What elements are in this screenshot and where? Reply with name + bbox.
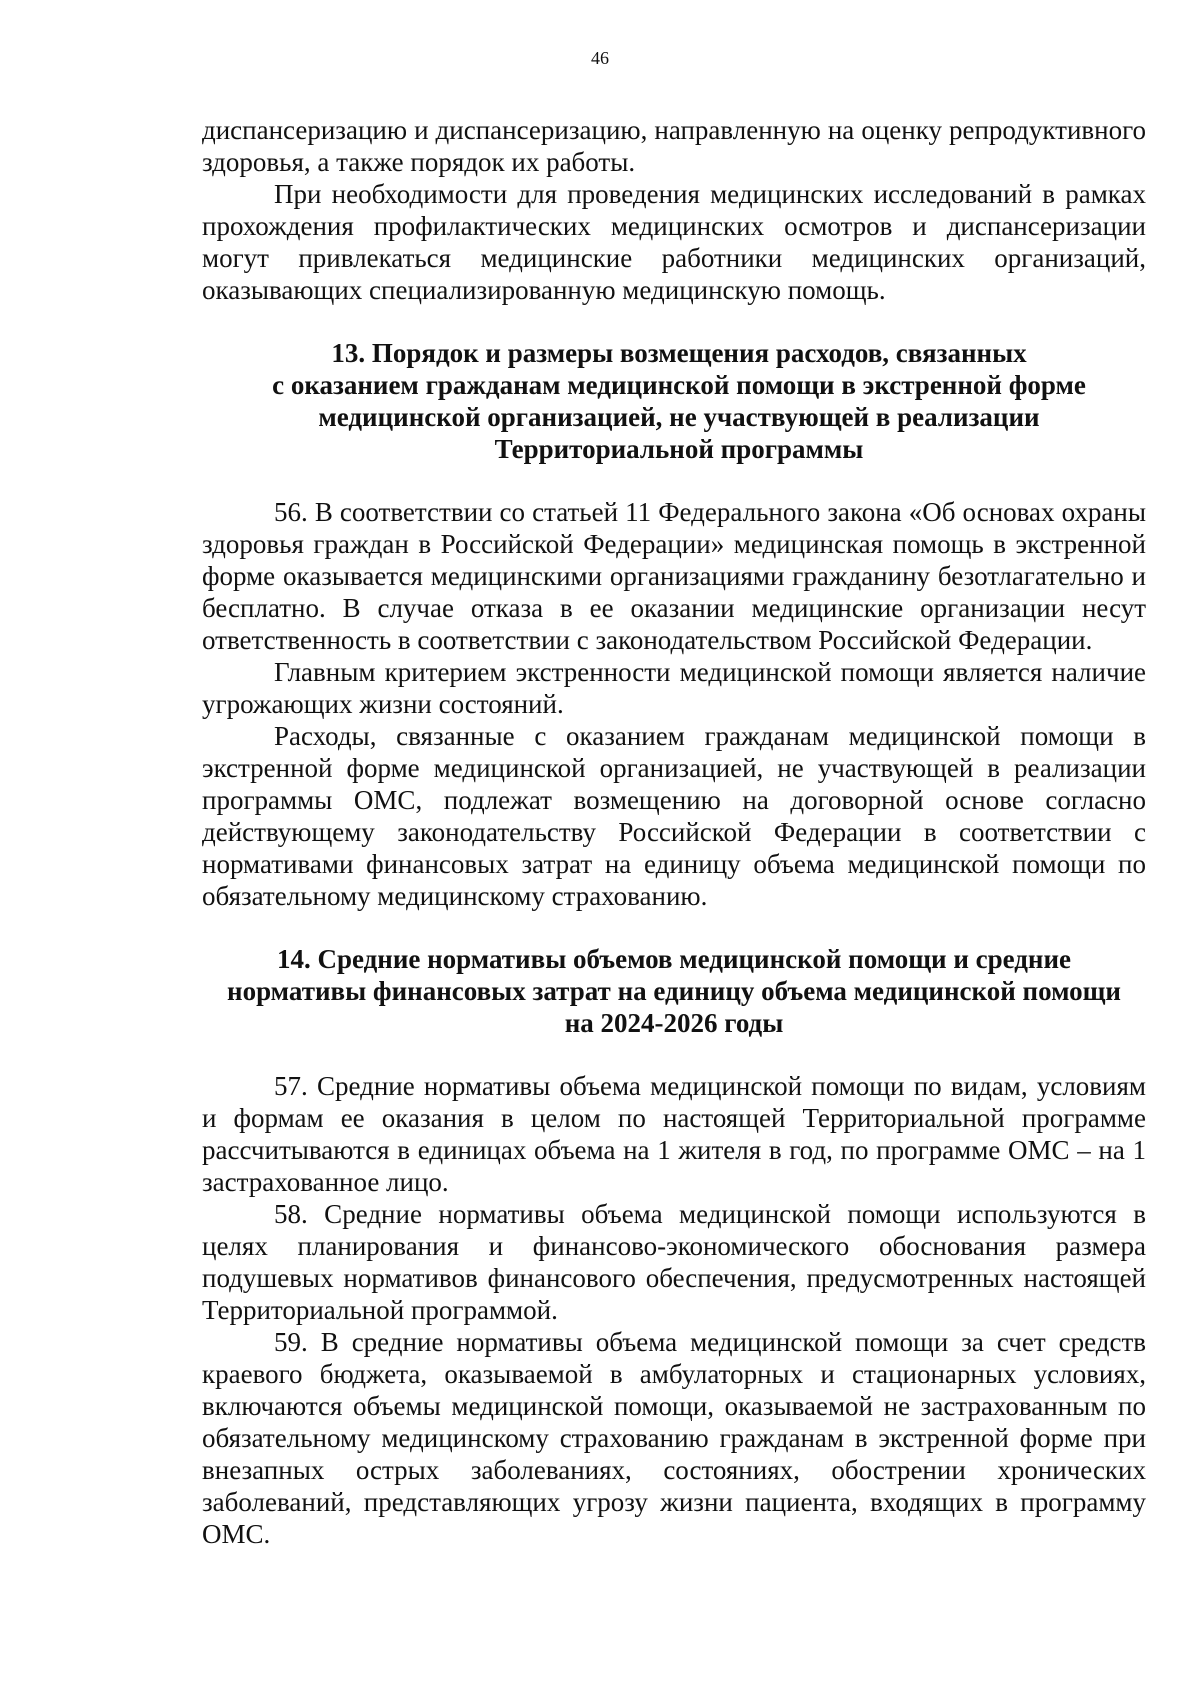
heading-line: 13. Порядок и размеры возмещения расходов, связанных bbox=[331, 338, 1027, 368]
page-number: 46 bbox=[591, 48, 609, 68]
heading-line: с оказанием гражданам медицинской помощи в экстренной форме bbox=[272, 370, 1086, 400]
paragraph-56: 56. В соответствии со статьей 11 Федерального закона «Об основах охраны здоровья граждан в Российской Федерации» медицинская помощь в экстренной форме оказывается медицинскими организациями гражданину безотлагательно и бесплатно. В случае отказа в ее оказании медицинские организации несут ответственность в соответствии с законодательством Российской Федерации. bbox=[202, 497, 1146, 655]
paragraph-57: 57. Средние нормативы объема медицинской помощи по видам, условиям и формам ее оказания в целом по настоящей Территориальной программе рассчитываются в единицах объема на 1 жителя в год, по программе ОМС – на 1 застрахованное лицо. bbox=[202, 1071, 1146, 1197]
paragraph-59: 59. В средние нормативы объема медицинской помощи за счет средств краевого бюджета, оказываемой в амбулаторных и стационарных условиях, включаются объемы медицинской помощи, оказываемой не застрахованным по обязательному медицинскому страхованию гражданам в экстренной форме при внезапных острых заболеваниях, состояниях, обострении хронических заболеваний, представляющих угрозу жизни пациента, входящих в программу ОМС. bbox=[202, 1327, 1146, 1549]
heading-line: 14. Средние нормативы объемов медицинской помощи и средние bbox=[276, 944, 1072, 974]
paragraph: При необходимости для проведения медицинских исследований в рамках прохождения профилактических медицинских осмотров и диспансеризации могут привлекаться медицинские работники медицинских организаций, оказывающих специализированную медицинскую помощь. bbox=[202, 179, 1146, 305]
heading-line: нормативы финансовых затрат на единицу объема медицинской помощи bbox=[227, 976, 1121, 1006]
paragraph: Главным критерием экстренности медицинской помощи является наличие угрожающих жизни состояний. bbox=[202, 657, 1146, 719]
paragraph: Расходы, связанные с оказанием гражданам медицинской помощи в экстренной форме медицинской организацией, не участвующей в реализации программы ОМС, подлежат возмещению на договорной основе согласно действующему законодательству Российской Федерации в соответствии с нормативами финансовых затрат на единицу объема медицинской помощи по обязательному медицинскому страхованию. bbox=[202, 721, 1146, 911]
document-body bbox=[202, 114, 1146, 1550]
section-14-heading bbox=[202, 943, 1146, 1039]
paragraph-continuation: диспансеризацию и диспансеризацию, направленную на оценку репродуктивного здоровья, а также порядок их работы. bbox=[202, 115, 1146, 177]
section-13-heading bbox=[202, 337, 1146, 465]
heading-line: медицинской организацией, не участвующей в реализации bbox=[318, 402, 1040, 432]
heading-line: на 2024-2026 годы bbox=[564, 1008, 784, 1038]
heading-line: Территориальной программы bbox=[494, 434, 864, 464]
paragraph-58: 58. Средние нормативы объема медицинской помощи используются в целях планирования и финансово-экономического обоснования размера подушевых нормативов финансового обеспечения, предусмотренных настоящей Территориальной программой. bbox=[202, 1199, 1146, 1325]
